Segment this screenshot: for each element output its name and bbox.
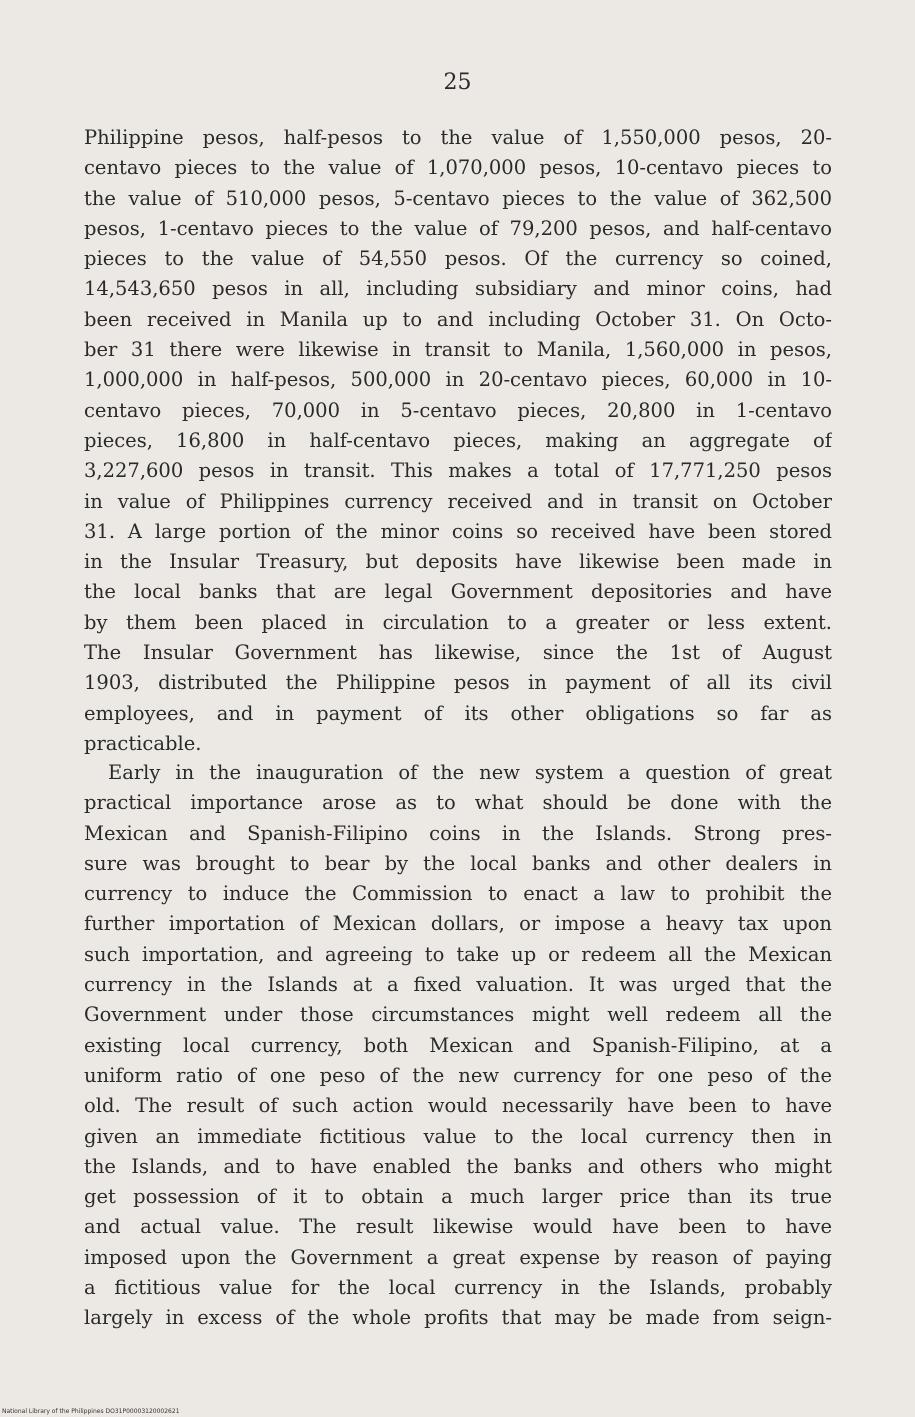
text-line: centavo pieces to the value of 1,070,000 pesos, 10-centavo pieces to [84, 156, 832, 180]
text-line: 1,000,000 in half-pesos, 500,000 in 20-centavo pieces, 60,000 in 10- [84, 368, 832, 392]
text-line: currency in the Islands at a fixed valuation. It was urged that the [84, 973, 832, 997]
text-line: old. The result of such action would necessarily have been to have [84, 1094, 832, 1118]
text-line: and actual value. The result likewise would have been to have [84, 1215, 832, 1239]
text-line: the value of 510,000 pesos, 5-centavo pieces to the value of 362,500 [84, 186, 832, 210]
text-line: existing local currency, both Mexican and Spanish-Filipino, at a [84, 1033, 832, 1057]
text-line: in the Insular Treasury, but deposits have likewise been made in [84, 550, 832, 574]
text-line: 1903, distributed the Philippine pesos in payment of all its civil [84, 671, 832, 695]
text-line: currency to induce the Commission to enact a law to prohibit the [84, 882, 832, 906]
text-line: 14,543,650 pesos in all, including subsidiary and minor coins, had [84, 277, 832, 301]
text-line: pesos, 1-centavo pieces to the value of 79,200 pesos, and half-centavo [84, 216, 832, 240]
text-line: largely in excess of the whole profits that may be made from seign- [84, 1306, 832, 1330]
text-line: Philippine pesos, half-pesos to the value of 1,550,000 pesos, 20- [84, 126, 832, 149]
text-line: 3,227,600 pesos in transit. This makes a total of 17,771,250 pesos [84, 459, 832, 483]
text-line: employees, and in payment of its other obligations so far as [84, 701, 832, 725]
archive-footer: National Library of the Philippines DO31P00003120002621 [2, 1408, 180, 1415]
text-line: practicable. [84, 731, 202, 755]
text-line: the Islands, and to have enabled the banks and others who might [84, 1154, 832, 1178]
text-line: get possession of it to obtain a much larger price than its true [84, 1185, 832, 1209]
text-line: the local banks that are legal Government depositories and have [84, 580, 832, 604]
text-line: Government under those circumstances might well redeem all the [84, 1003, 832, 1027]
paragraph-1 [84, 123, 832, 759]
text-line: 31. A large portion of the minor coins so received have been stored [84, 519, 832, 543]
text-line: centavo pieces, 70,000 in 5-centavo pieces, 20,800 in 1-centavo [84, 398, 832, 422]
paragraph-2 [84, 758, 832, 1334]
text-line: The Insular Government has likewise, since the 1st of August [84, 641, 832, 665]
page-number: 25 [443, 70, 472, 95]
text-line: imposed upon the Government a great expense by reason of paying [84, 1245, 832, 1269]
text-line: a fictitious value for the local currency in the Islands, probably [84, 1276, 832, 1300]
text-line: ber 31 there were likewise in transit to Manila, 1,560,000 in pesos, [84, 338, 832, 362]
text-line: sure was brought to bear by the local banks and other dealers in [84, 851, 832, 875]
text-line: pieces, 16,800 in half-centavo pieces, making an aggregate of [84, 428, 832, 452]
text-line: been received in Manila up to and including October 31. On Octo- [84, 307, 832, 331]
text-line: given an immediate fictitious value to the local currency then in [84, 1124, 832, 1148]
text-line: further importation of Mexican dollars, or impose a heavy tax upon [84, 912, 832, 936]
text-line: Early in the inauguration of the new system a question of great [108, 761, 832, 784]
text-line: practical importance arose as to what should be done with the [84, 791, 832, 815]
text-line: pieces to the value of 54,550 pesos. Of the currency so coined, [84, 247, 832, 271]
text-line: uniform ratio of one peso of the new currency for one peso of the [84, 1063, 832, 1087]
text-line: Mexican and Spanish-Filipino coins in the Islands. Strong pres- [84, 821, 832, 845]
text-line: such importation, and agreeing to take up or redeem all the Mexican [84, 942, 832, 966]
text-line: by them been placed in circulation to a greater or less extent. [84, 610, 832, 634]
text-line: in value of Philippines currency received and in transit on October [84, 489, 832, 513]
